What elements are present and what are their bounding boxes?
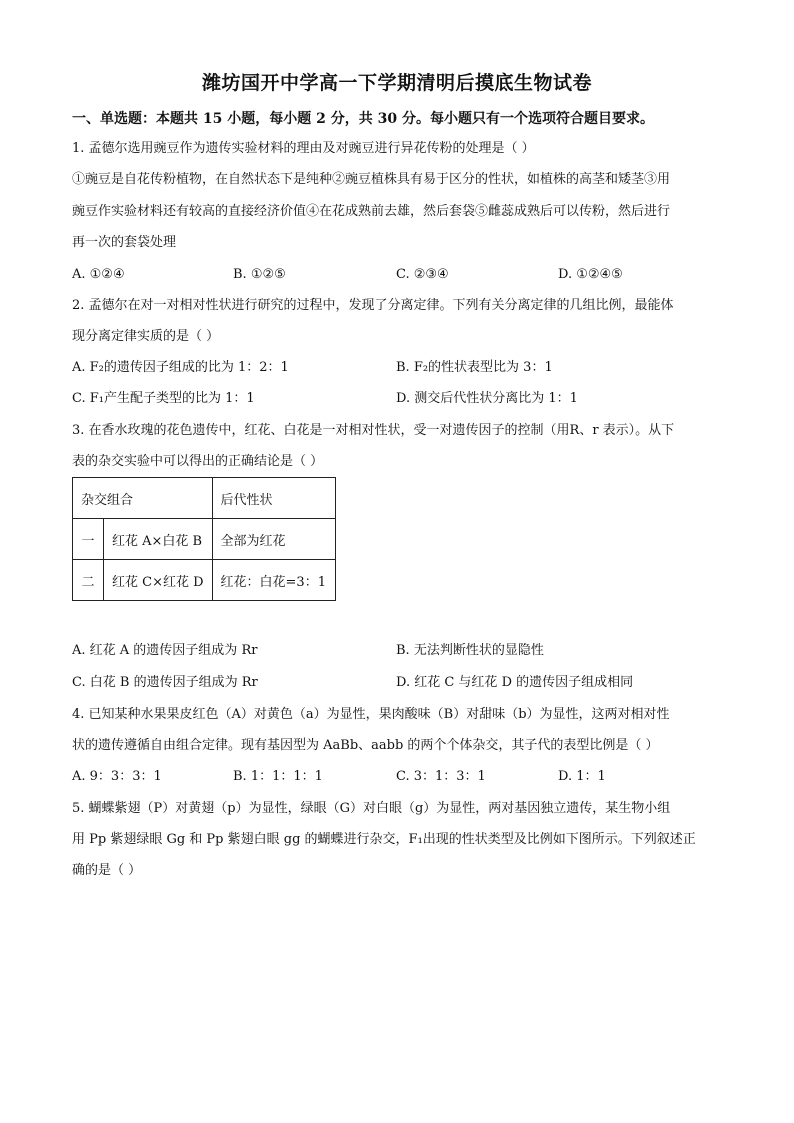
question-3-option-a[interactable]: A. 红花 A 的遗传因子组成为 Rr <box>72 643 258 658</box>
question-5-text: 确的是（ ） <box>72 863 142 878</box>
question-4-option-a[interactable]: A. 9：3：3：1 <box>72 769 162 784</box>
question-4-option-c[interactable]: C. 3：1：3：1 <box>396 769 486 784</box>
section-heading: 一、单选题：本题共 15 小题，每小题 2 分，共 30 分。每小题只有一个选项符合题目要求。 <box>72 111 654 127</box>
table-header: 后代性状 <box>212 478 335 519</box>
question-2-option-b[interactable]: B. F₂的性状表型比为 3：1 <box>396 360 553 375</box>
question-3-text: 表的杂交实验中可以得出的正确结论是（ ） <box>72 454 324 469</box>
question-2-stem: 2. 孟德尔在对一对相对性状进行研究的过程中，发现了分离定律。下列有关分离定律的几组比例，最能体 <box>72 298 674 313</box>
table-row <box>73 560 336 601</box>
question-4-stem: 4. 已知某种水果果皮红色（A）对黄色（a）为显性，果肉酸味（B）对甜味（b）为显性，这两对相对性 <box>72 707 670 722</box>
table-cell-group: 一 <box>73 519 104 560</box>
question-1-option-a[interactable]: A. ①②④ <box>72 267 125 282</box>
question-2-option-d[interactable]: D. 测交后代性状分离比为 1：1 <box>396 391 578 406</box>
table-cell-result: 红花：白花=3：1 <box>212 560 335 601</box>
page-title: 潍坊国开中学高一下学期清明后摸底生物试卷 <box>201 72 592 94</box>
question-4-text: 状的遗传遵循自由组合定律。现有基因型为 AaBb、aabb 的两个个体杂交，其子代的表型比例是（ ） <box>72 738 659 753</box>
question-4-option-b[interactable]: B. 1：1：1：1 <box>233 769 323 784</box>
question-3-option-b[interactable]: B. 无法判断性状的显隐性 <box>396 643 544 658</box>
question-5-stem: 5. 蝴蝶紫翅（P）对黄翅（p）为显性，绿眼（G）对白眼（g）为显性，两对基因独立遗传，某生物小组 <box>72 801 671 816</box>
question-1-text: 豌豆作实验材料还有较高的直接经济价值④在花成熟前去雄，然后套袋⑤雌蕊成熟后可以传粉，然后进行 <box>72 204 671 219</box>
question-4-option-d[interactable]: D. 1：1 <box>558 769 606 784</box>
question-1-option-c[interactable]: C. ②③④ <box>396 267 449 282</box>
table-cell-cross: 红花 C×红花 D <box>104 560 213 601</box>
question-2-option-c[interactable]: C. F₁产生配子类型的比为 1：1 <box>72 391 255 406</box>
question-2-option-a[interactable]: A. F₂的遗传因子组成的比为 1：2：1 <box>72 360 289 375</box>
question-1-text: 再一次的套袋处理 <box>72 235 177 250</box>
question-5-text: 用 Pp 紫翅绿眼 Gg 和 Pp 紫翅白眼 gg 的蝴蝶进行杂交，F₁出现的性状类型及比例如下图所示。下列叙述正 <box>72 832 696 847</box>
question-1-option-b[interactable]: B. ①②⑤ <box>233 267 286 282</box>
table-header: 杂交组合 <box>73 478 213 519</box>
question-1-text: ①豌豆是自花传粉植物，在自然状态下是纯种②豌豆植株具有易于区分的性状，如植株的高茎和矮茎③用 <box>72 172 671 187</box>
cross-experiment-table <box>72 477 336 601</box>
question-1-option-d[interactable]: D. ①②④⑤ <box>558 267 623 282</box>
table-header-row <box>73 478 336 519</box>
question-2-text: 现分离定律实质的是（ ） <box>72 329 220 344</box>
table-cell-cross: 红花 A×白花 B <box>104 519 213 560</box>
table-row <box>73 519 336 560</box>
question-1-stem: 1. 孟德尔选用豌豆作为遗传实验材料的理由及对豌豆进行异花传粉的处理是（ ） <box>72 141 535 156</box>
question-3-option-c[interactable]: C. 白花 B 的遗传因子组成为 Rr <box>72 675 258 690</box>
table-cell-group: 二 <box>73 560 104 601</box>
question-3-option-d[interactable]: D. 红花 C 与红花 D 的遗传因子组成相同 <box>396 675 634 690</box>
table-cell-result: 全部为红花 <box>212 519 335 560</box>
question-3-stem: 3. 在香水玫瑰的花色遗传中，红花、白花是一对相对性状，受一对遗传因子的控制（用R、r 表示）。从下 <box>72 423 675 438</box>
